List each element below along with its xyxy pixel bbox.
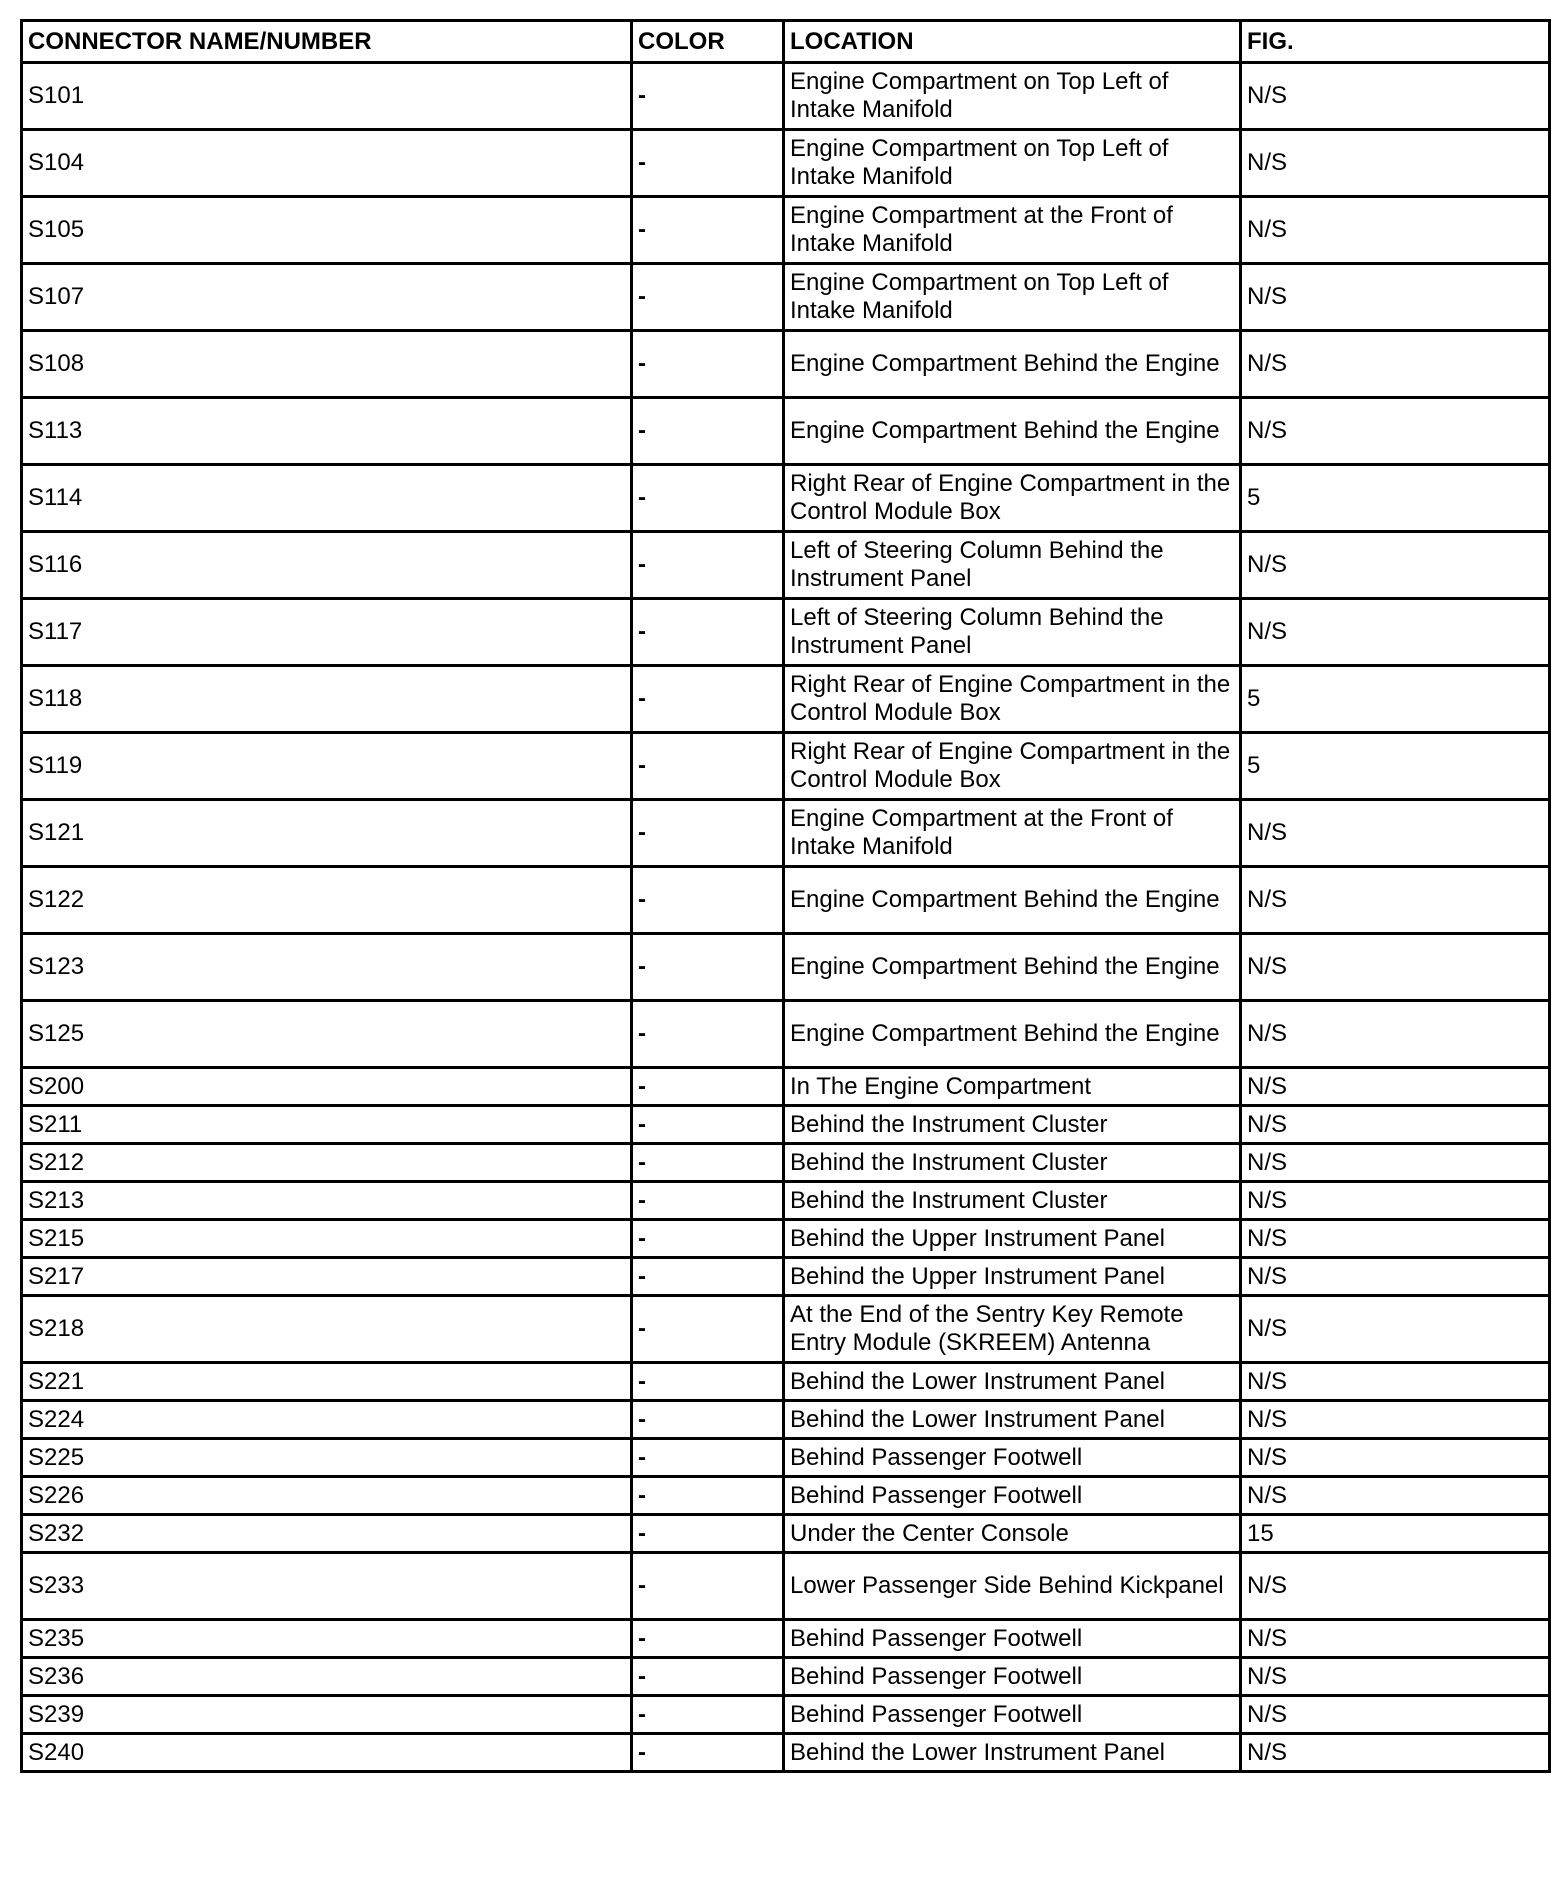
connector-cell: S211	[22, 1106, 632, 1144]
connector-cell: S123	[22, 934, 632, 1001]
color-cell: -	[632, 331, 784, 398]
connector-cell: S200	[22, 1068, 632, 1106]
fig-cell: N/S	[1241, 1620, 1550, 1658]
connector-cell: S212	[22, 1144, 632, 1182]
connector-cell: S213	[22, 1182, 632, 1220]
fig-cell: N/S	[1241, 1068, 1550, 1106]
location-cell: Engine Compartment at the Front of Intake Manifold	[784, 197, 1241, 264]
fig-cell: N/S	[1241, 1001, 1550, 1068]
table-row	[22, 1696, 1550, 1734]
connector-cell: S239	[22, 1696, 632, 1734]
fig-cell: N/S	[1241, 1106, 1550, 1144]
table-row	[22, 331, 1550, 398]
color-cell: -	[632, 1696, 784, 1734]
table-row	[22, 800, 1550, 867]
location-cell: Behind the Instrument Cluster	[784, 1182, 1241, 1220]
color-cell: -	[632, 1363, 784, 1401]
fig-cell: N/S	[1241, 398, 1550, 465]
fig-cell: N/S	[1241, 1144, 1550, 1182]
color-cell: -	[632, 63, 784, 130]
color-cell: -	[632, 867, 784, 934]
location-cell: Left of Steering Column Behind the Instrument Panel	[784, 599, 1241, 666]
location-cell: Right Rear of Engine Compartment in the Control Module Box	[784, 666, 1241, 733]
color-cell: -	[632, 1553, 784, 1620]
color-cell: -	[632, 398, 784, 465]
connector-cell: S236	[22, 1658, 632, 1696]
table-row	[22, 1658, 1550, 1696]
table-row	[22, 1401, 1550, 1439]
fig-cell: N/S	[1241, 1296, 1550, 1363]
table-row	[22, 1068, 1550, 1106]
color-cell: -	[632, 1401, 784, 1439]
fig-cell: N/S	[1241, 1220, 1550, 1258]
location-cell: Behind the Lower Instrument Panel	[784, 1734, 1241, 1772]
table-row	[22, 1296, 1550, 1363]
connector-cell: S221	[22, 1363, 632, 1401]
fig-cell: N/S	[1241, 1439, 1550, 1477]
location-cell: Engine Compartment on Top Left of Intake Manifold	[784, 130, 1241, 197]
table-row	[22, 264, 1550, 331]
table-row	[22, 1363, 1550, 1401]
connector-cell: S108	[22, 331, 632, 398]
fig-cell: 5	[1241, 465, 1550, 532]
location-cell: Behind Passenger Footwell	[784, 1658, 1241, 1696]
connector-cell: S116	[22, 532, 632, 599]
fig-cell: N/S	[1241, 63, 1550, 130]
color-cell: -	[632, 130, 784, 197]
table-row	[22, 1620, 1550, 1658]
color-cell: -	[632, 264, 784, 331]
color-cell: -	[632, 1515, 784, 1553]
table-row	[22, 1258, 1550, 1296]
connector-cell: S226	[22, 1477, 632, 1515]
location-cell: Behind Passenger Footwell	[784, 1620, 1241, 1658]
color-cell: -	[632, 800, 784, 867]
connector-cell: S240	[22, 1734, 632, 1772]
fig-cell: N/S	[1241, 1734, 1550, 1772]
fig-cell: N/S	[1241, 1258, 1550, 1296]
fig-cell: 5	[1241, 666, 1550, 733]
table-row	[22, 666, 1550, 733]
color-cell: -	[632, 1296, 784, 1363]
table-row	[22, 733, 1550, 800]
location-cell: Behind the Lower Instrument Panel	[784, 1401, 1241, 1439]
location-cell: Behind the Instrument Cluster	[784, 1144, 1241, 1182]
table-row	[22, 1220, 1550, 1258]
header-connector: CONNECTOR NAME/NUMBER	[22, 21, 632, 63]
fig-cell: N/S	[1241, 867, 1550, 934]
fig-cell: N/S	[1241, 532, 1550, 599]
location-cell: Left of Steering Column Behind the Instrument Panel	[784, 532, 1241, 599]
color-cell: -	[632, 1001, 784, 1068]
connector-cell: S104	[22, 130, 632, 197]
color-cell: -	[632, 733, 784, 800]
connector-cell: S119	[22, 733, 632, 800]
connector-location-table	[20, 19, 1551, 1773]
location-cell: Right Rear of Engine Compartment in the Control Module Box	[784, 465, 1241, 532]
color-cell: -	[632, 1068, 784, 1106]
color-cell: -	[632, 599, 784, 666]
location-cell: Behind the Upper Instrument Panel	[784, 1220, 1241, 1258]
connector-cell: S122	[22, 867, 632, 934]
location-cell: Engine Compartment Behind the Engine	[784, 331, 1241, 398]
location-cell: Lower Passenger Side Behind Kickpanel	[784, 1553, 1241, 1620]
table-row	[22, 532, 1550, 599]
location-cell: Behind the Lower Instrument Panel	[784, 1363, 1241, 1401]
table-row	[22, 1001, 1550, 1068]
table-row	[22, 867, 1550, 934]
location-cell: Engine Compartment Behind the Engine	[784, 1001, 1241, 1068]
location-cell: Behind the Instrument Cluster	[784, 1106, 1241, 1144]
table-row	[22, 63, 1550, 130]
connector-cell: S235	[22, 1620, 632, 1658]
connector-cell: S125	[22, 1001, 632, 1068]
location-cell: Engine Compartment Behind the Engine	[784, 398, 1241, 465]
table-row	[22, 465, 1550, 532]
connector-cell: S233	[22, 1553, 632, 1620]
header-fig: FIG.	[1241, 21, 1550, 63]
color-cell: -	[632, 1477, 784, 1515]
table-row	[22, 1553, 1550, 1620]
fig-cell: N/S	[1241, 599, 1550, 666]
table-row	[22, 934, 1550, 1001]
location-cell: Engine Compartment on Top Left of Intake Manifold	[784, 63, 1241, 130]
connector-cell: S225	[22, 1439, 632, 1477]
connector-cell: S101	[22, 63, 632, 130]
location-cell: In The Engine Compartment	[784, 1068, 1241, 1106]
location-cell: Behind Passenger Footwell	[784, 1696, 1241, 1734]
location-cell: Engine Compartment Behind the Engine	[784, 934, 1241, 1001]
location-cell: Engine Compartment on Top Left of Intake Manifold	[784, 264, 1241, 331]
header-location: LOCATION	[784, 21, 1241, 63]
table-row	[22, 1734, 1550, 1772]
color-cell: -	[632, 1734, 784, 1772]
table-row	[22, 1144, 1550, 1182]
fig-cell: N/S	[1241, 1553, 1550, 1620]
fig-cell: N/S	[1241, 1401, 1550, 1439]
table-row	[22, 197, 1550, 264]
connector-cell: S224	[22, 1401, 632, 1439]
connector-cell: S218	[22, 1296, 632, 1363]
color-cell: -	[632, 1182, 784, 1220]
header-color: COLOR	[632, 21, 784, 63]
table-row	[22, 1182, 1550, 1220]
connector-cell: S114	[22, 465, 632, 532]
fig-cell: 15	[1241, 1515, 1550, 1553]
location-cell: Behind Passenger Footwell	[784, 1439, 1241, 1477]
fig-cell: N/S	[1241, 800, 1550, 867]
fig-cell: N/S	[1241, 197, 1550, 264]
connector-cell: S113	[22, 398, 632, 465]
table-row	[22, 130, 1550, 197]
location-cell: Engine Compartment Behind the Engine	[784, 867, 1241, 934]
connector-cell: S117	[22, 599, 632, 666]
color-cell: -	[632, 666, 784, 733]
location-cell: Behind Passenger Footwell	[784, 1477, 1241, 1515]
connector-cell: S215	[22, 1220, 632, 1258]
color-cell: -	[632, 1106, 784, 1144]
connector-cell: S107	[22, 264, 632, 331]
fig-cell: N/S	[1241, 1696, 1550, 1734]
table-row	[22, 1477, 1550, 1515]
table-row	[22, 1515, 1550, 1553]
connector-cell: S118	[22, 666, 632, 733]
location-cell: Under the Center Console	[784, 1515, 1241, 1553]
color-cell: -	[632, 1258, 784, 1296]
color-cell: -	[632, 465, 784, 532]
table-row	[22, 398, 1550, 465]
connector-cell: S105	[22, 197, 632, 264]
location-cell: Engine Compartment at the Front of Intake Manifold	[784, 800, 1241, 867]
fig-cell: N/S	[1241, 1182, 1550, 1220]
fig-cell: 5	[1241, 733, 1550, 800]
color-cell: -	[632, 1620, 784, 1658]
connector-cell: S232	[22, 1515, 632, 1553]
fig-cell: N/S	[1241, 130, 1550, 197]
location-cell: Behind the Upper Instrument Panel	[784, 1258, 1241, 1296]
fig-cell: N/S	[1241, 934, 1550, 1001]
color-cell: -	[632, 532, 784, 599]
color-cell: -	[632, 1144, 784, 1182]
table-row	[22, 599, 1550, 666]
color-cell: -	[632, 1220, 784, 1258]
location-cell: At the End of the Sentry Key Remote Entry Module (SKREEM) Antenna	[784, 1296, 1241, 1363]
connector-cell: S217	[22, 1258, 632, 1296]
table-row	[22, 1439, 1550, 1477]
fig-cell: N/S	[1241, 1363, 1550, 1401]
table-row	[22, 1106, 1550, 1144]
color-cell: -	[632, 934, 784, 1001]
fig-cell: N/S	[1241, 1658, 1550, 1696]
fig-cell: N/S	[1241, 1477, 1550, 1515]
color-cell: -	[632, 1658, 784, 1696]
connector-cell: S121	[22, 800, 632, 867]
fig-cell: N/S	[1241, 331, 1550, 398]
location-cell: Right Rear of Engine Compartment in the Control Module Box	[784, 733, 1241, 800]
fig-cell: N/S	[1241, 264, 1550, 331]
color-cell: -	[632, 1439, 784, 1477]
color-cell: -	[632, 197, 784, 264]
table-header-row	[22, 21, 1550, 63]
